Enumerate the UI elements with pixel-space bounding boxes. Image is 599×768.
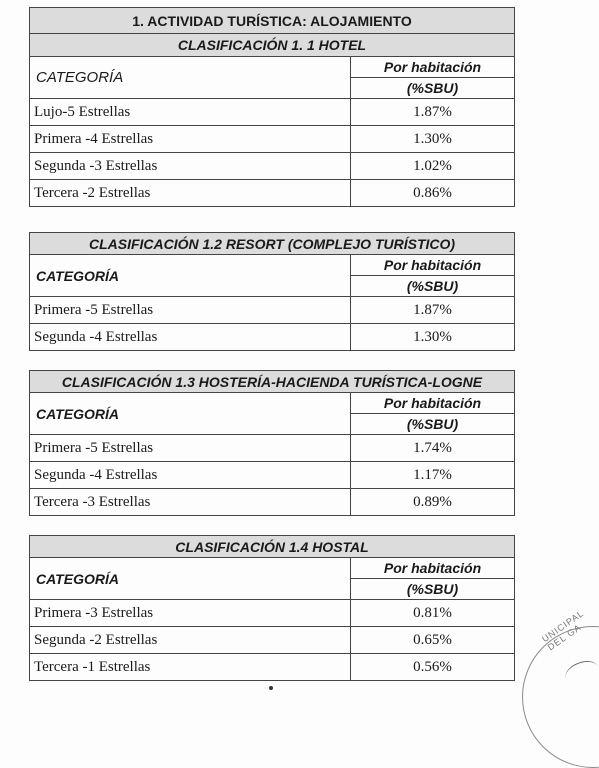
value-unit-header: (%SBU) [351, 276, 515, 297]
value-unit-header: (%SBU) [351, 78, 515, 99]
category-column-header: CATEGORÍA [30, 393, 351, 435]
value-cell: 1.02% [351, 153, 515, 180]
page-mark [269, 686, 273, 690]
category-column-header: CATEGORÍA [30, 255, 351, 297]
value-column-header: Por habitación [351, 57, 515, 78]
table-row [30, 153, 515, 180]
table-row [30, 489, 515, 516]
table-row [30, 180, 515, 207]
value-column-header: Por habitación [351, 558, 515, 579]
seal-text: UNICIPAL DEL GA [540, 608, 586, 653]
table-row [30, 600, 515, 627]
value-cell: 0.89% [351, 489, 515, 516]
section-heading: CLASIFICACIÓN 1.4 HOSTAL [30, 536, 515, 558]
category-cell: Segunda -4 Estrellas [30, 324, 351, 351]
table-row [30, 99, 515, 126]
municipal-seal [522, 626, 599, 768]
category-cell: Tercera -1 Estrellas [30, 654, 351, 681]
value-unit-header: (%SBU) [351, 579, 515, 600]
value-cell: 1.87% [351, 99, 515, 126]
section-heading: CLASIFICACIÓN 1.2 RESORT (COMPLEJO TURÍSTICO) [30, 233, 515, 255]
table-row [30, 126, 515, 153]
category-cell: Lujo-5 Estrellas [30, 99, 351, 126]
value-cell: 1.30% [351, 126, 515, 153]
category-cell: Tercera -3 Estrellas [30, 489, 351, 516]
category-cell: Primera -5 Estrellas [30, 297, 351, 324]
value-cell: 1.17% [351, 462, 515, 489]
category-cell: Primera -3 Estrellas [30, 600, 351, 627]
hosteria-table [29, 370, 515, 516]
table-row [30, 435, 515, 462]
table-row [30, 627, 515, 654]
table-row [30, 297, 515, 324]
document-title: 1. ACTIVIDAD TURÍSTICA: ALOJAMIENTO [30, 8, 515, 34]
hotel-table [29, 7, 515, 207]
section-heading: CLASIFICACIÓN 1.3 HOSTERÍA-HACIENDA TURÍSTICA-LOGNE [30, 371, 515, 393]
value-cell: 0.65% [351, 627, 515, 654]
resort-table [29, 232, 515, 351]
table-row [30, 462, 515, 489]
value-cell: 1.87% [351, 297, 515, 324]
value-cell: 1.30% [351, 324, 515, 351]
category-cell: Tercera -2 Estrellas [30, 180, 351, 207]
section-heading: CLASIFICACIÓN 1. 1 HOTEL [30, 34, 515, 57]
category-column-header: CATEGORÍA [30, 57, 351, 99]
value-cell: 0.81% [351, 600, 515, 627]
hostal-table [29, 535, 515, 681]
category-cell: Segunda -2 Estrellas [30, 627, 351, 654]
value-column-header: Por habitación [351, 393, 515, 414]
value-unit-header: (%SBU) [351, 414, 515, 435]
value-column-header: Por habitación [351, 255, 515, 276]
category-cell: Segunda -4 Estrellas [30, 462, 351, 489]
table-row [30, 654, 515, 681]
category-cell: Primera -5 Estrellas [30, 435, 351, 462]
value-cell: 1.74% [351, 435, 515, 462]
category-cell: Primera -4 Estrellas [30, 126, 351, 153]
table-row [30, 324, 515, 351]
category-cell: Segunda -3 Estrellas [30, 153, 351, 180]
value-cell: 0.86% [351, 180, 515, 207]
category-column-header: CATEGORÍA [30, 558, 351, 600]
value-cell: 0.56% [351, 654, 515, 681]
